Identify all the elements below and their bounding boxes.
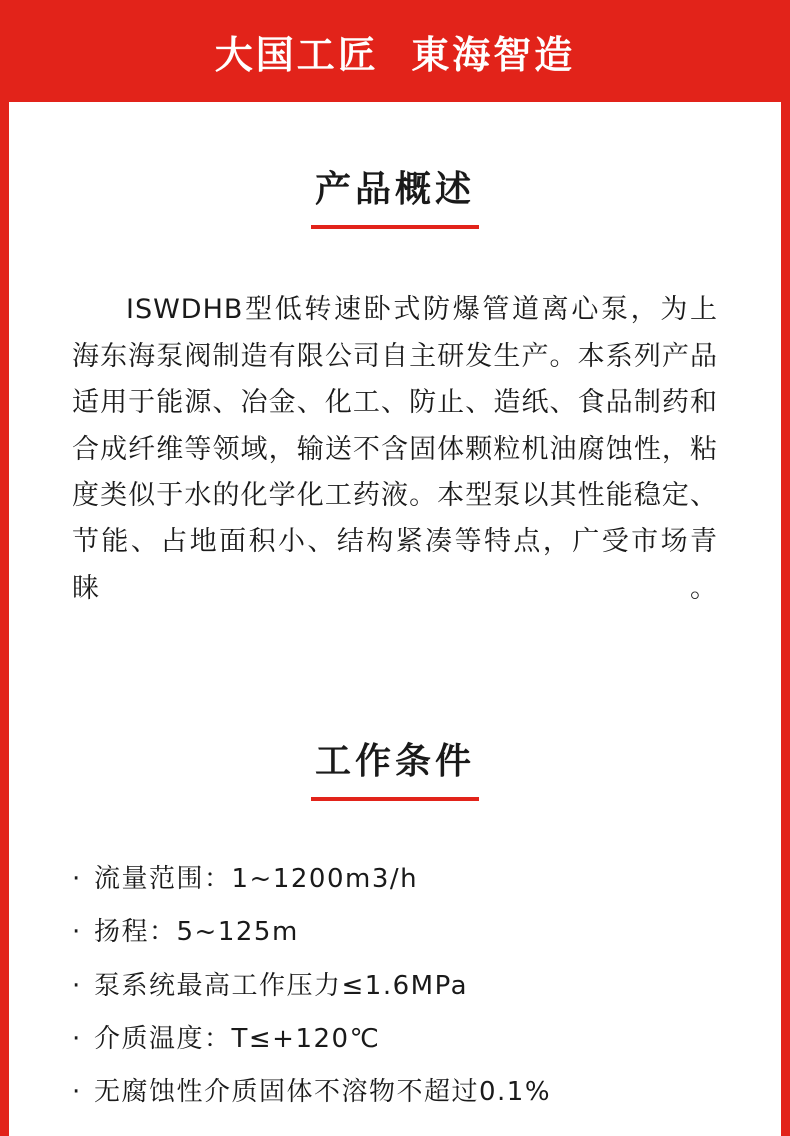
bullet-icon: · bbox=[72, 917, 82, 948]
list-item-label: 介质温度：T≤+120℃ bbox=[94, 1024, 381, 1055]
conditions-heading-underline bbox=[311, 797, 479, 801]
list-item bbox=[72, 912, 718, 952]
overview-heading: 产品概述 bbox=[314, 169, 475, 210]
overview-paragraph: ISWDHB型低转速卧式防爆管道离心泵，为上海东海泵阀制造有限公司自主研发生产。本系列产品适用于能源、冶金、化工、防止、造纸、食品制药和合成纤维等领域，输送不含固体颗粒机油腐蚀性，粘度类似于水的化学化工药液。本型泵以其性能稳定、节能、占地面积小、结构紧凑等特点，广受市场青睐。 bbox=[72, 294, 718, 604]
header-banner bbox=[0, 0, 790, 102]
conditions-list bbox=[72, 859, 718, 1112]
list-item bbox=[72, 1019, 718, 1059]
list-item bbox=[72, 1072, 718, 1112]
banner-title: 大国工匠 東海智造 bbox=[214, 32, 576, 77]
list-item-label: 流量范围：1~1200m3/h bbox=[94, 864, 419, 895]
list-item-label: 扬程：5~125m bbox=[94, 917, 299, 948]
list-item bbox=[72, 966, 718, 1006]
overview-heading-block bbox=[9, 168, 781, 229]
bullet-icon: · bbox=[72, 1024, 82, 1055]
bullet-icon: · bbox=[72, 970, 82, 1001]
working-conditions-section bbox=[9, 740, 781, 1126]
overview-heading-underline bbox=[311, 225, 479, 229]
list-item-label: 无腐蚀性介质固体不溶物不超过0.1% bbox=[94, 1077, 552, 1108]
conditions-heading-block bbox=[9, 740, 781, 801]
product-overview-section bbox=[9, 168, 781, 612]
list-item-label: 泵系统最高工作压力≤1.6MPa bbox=[94, 970, 469, 1001]
bullet-icon: · bbox=[72, 1077, 82, 1108]
bullet-icon: · bbox=[72, 864, 82, 895]
list-item bbox=[72, 859, 718, 899]
conditions-heading: 工作条件 bbox=[314, 741, 475, 782]
